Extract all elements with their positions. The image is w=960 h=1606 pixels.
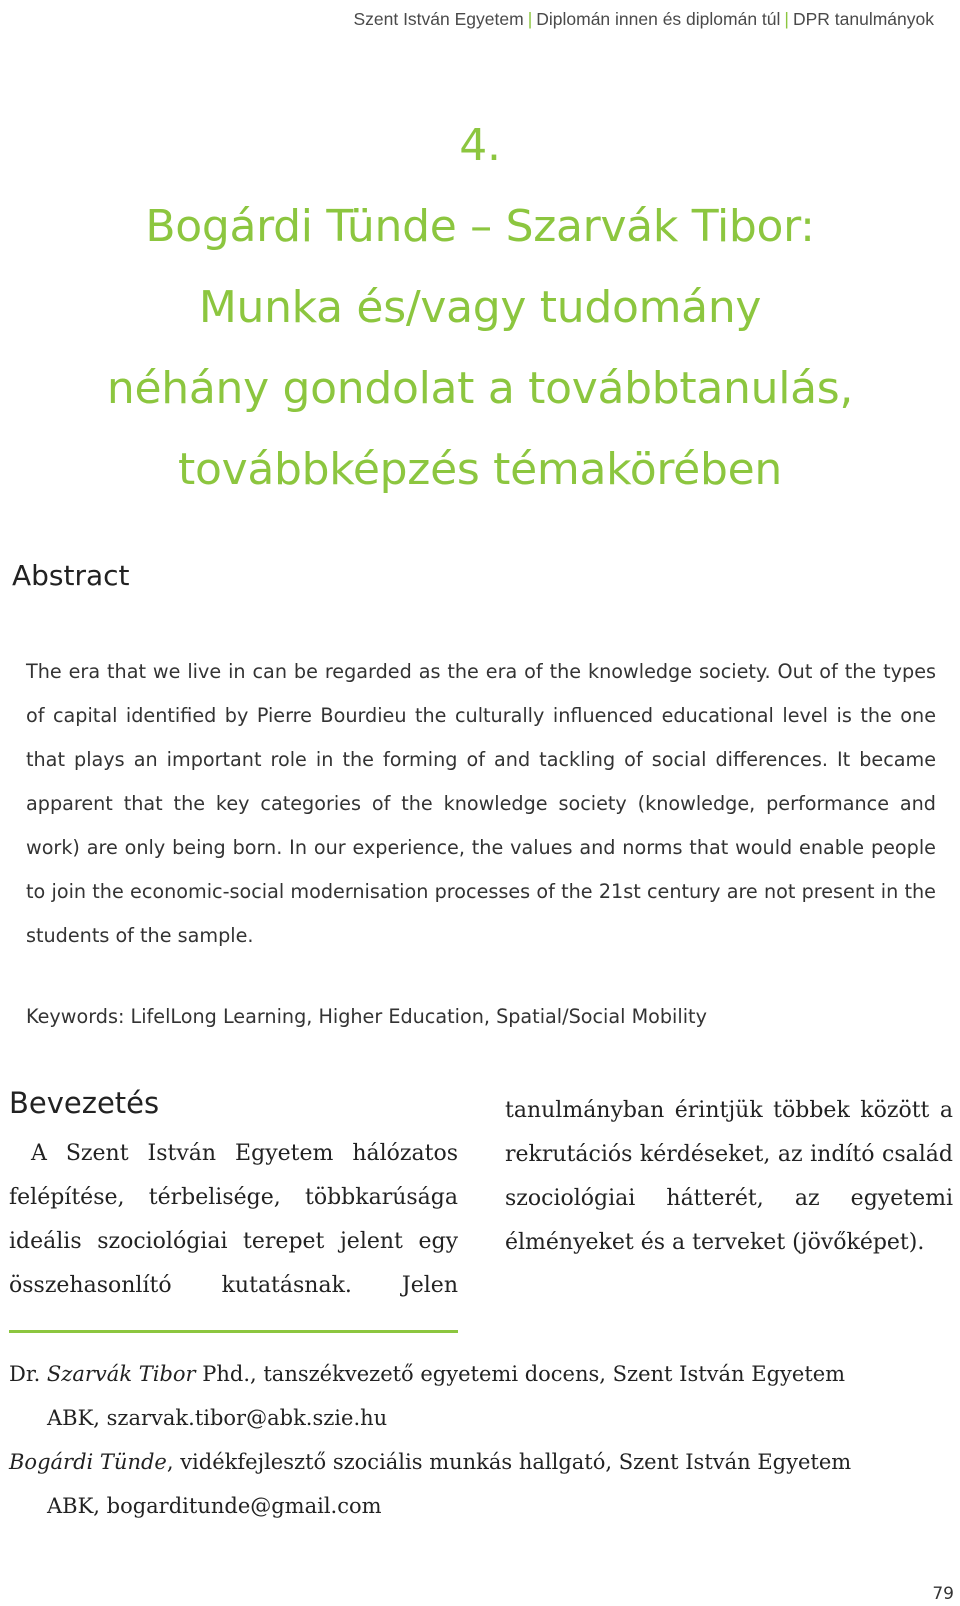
- intro-left-text: A Szent István Egyetem hálózatos felépítése, térbelisége, többkarúsága ideális szociológiai terepet jelent egy összehasonlító kutatásnak. Jelen: [9, 1141, 458, 1298]
- chapter-title: [0, 105, 960, 510]
- author-affiliation: Phd., tanszékvezető egyetemi docens, Szent István Egyetem: [195, 1362, 846, 1386]
- author-contact: ABK, bogarditunde@gmail.com: [47, 1494, 382, 1518]
- header-series: DPR tanulmányok: [792, 9, 934, 29]
- abstract-heading: Abstract: [12, 559, 130, 592]
- chapter-title-line: továbbképzés témakörében: [178, 444, 782, 495]
- footnote-author-1: [9, 1352, 954, 1440]
- intro-paragraph-right: tanulmányban érintjük többek között a rekrutációs kérdéseket, az indító család szociológiai hátterét, az egyetemi élményeket és a terveket (jövőképet).: [505, 1098, 953, 1255]
- chapter-title-line: Munka és/vagy tudomány: [198, 282, 762, 333]
- chapter-number: 4.: [459, 120, 501, 171]
- intro-paragraph-left: [9, 1132, 458, 1308]
- abstract-text: The era that we live in can be regarded as the era of the knowledge society. Out of the types of capital identified by Pierre Bourdieu the culturally influenced educational level is the one that plays an important role in the forming of and tackling of social differences. It became apparent that the key categories of the knowledge society (knowledge, performance and work) are only being born. In our experience, the values and norms that would enable people to join the economic-social modernisation processes of the 21st century are not present in the students of the sample.: [26, 660, 936, 947]
- keywords: Keywords: LifelLong Learning, Higher Education, Spatial/Social Mobility: [26, 1005, 707, 1028]
- footnote-author-2: [9, 1440, 954, 1528]
- author-name: Szarvák Tibor: [46, 1362, 196, 1386]
- chapter-title-line: Bogárdi Tünde – Szarvák Tibor:: [145, 201, 815, 252]
- header-separator: |: [527, 9, 533, 29]
- header-separator: |: [784, 9, 789, 29]
- author-contact: ABK, szarvak.tibor@abk.szie.hu: [47, 1406, 388, 1430]
- footnotes: [9, 1352, 954, 1528]
- header-book-title: Diplomán innen és diplomán túl: [536, 9, 781, 29]
- footnote-prefix: Dr.: [9, 1362, 47, 1386]
- chapter-title-line: néhány gondolat a továbbtanulás,: [106, 363, 854, 414]
- running-header: [353, 9, 934, 30]
- section-heading: Bevezetés: [9, 1086, 160, 1120]
- footnote-divider: [9, 1330, 458, 1333]
- page-number: 79: [932, 1584, 954, 1604]
- author-name: Bogárdi Tünde: [9, 1450, 167, 1474]
- header-publisher: Szent István Egyetem: [353, 9, 524, 29]
- author-affiliation: , vidékfejlesztő szociális munkás hallgató, Szent István Egyetem: [166, 1450, 852, 1474]
